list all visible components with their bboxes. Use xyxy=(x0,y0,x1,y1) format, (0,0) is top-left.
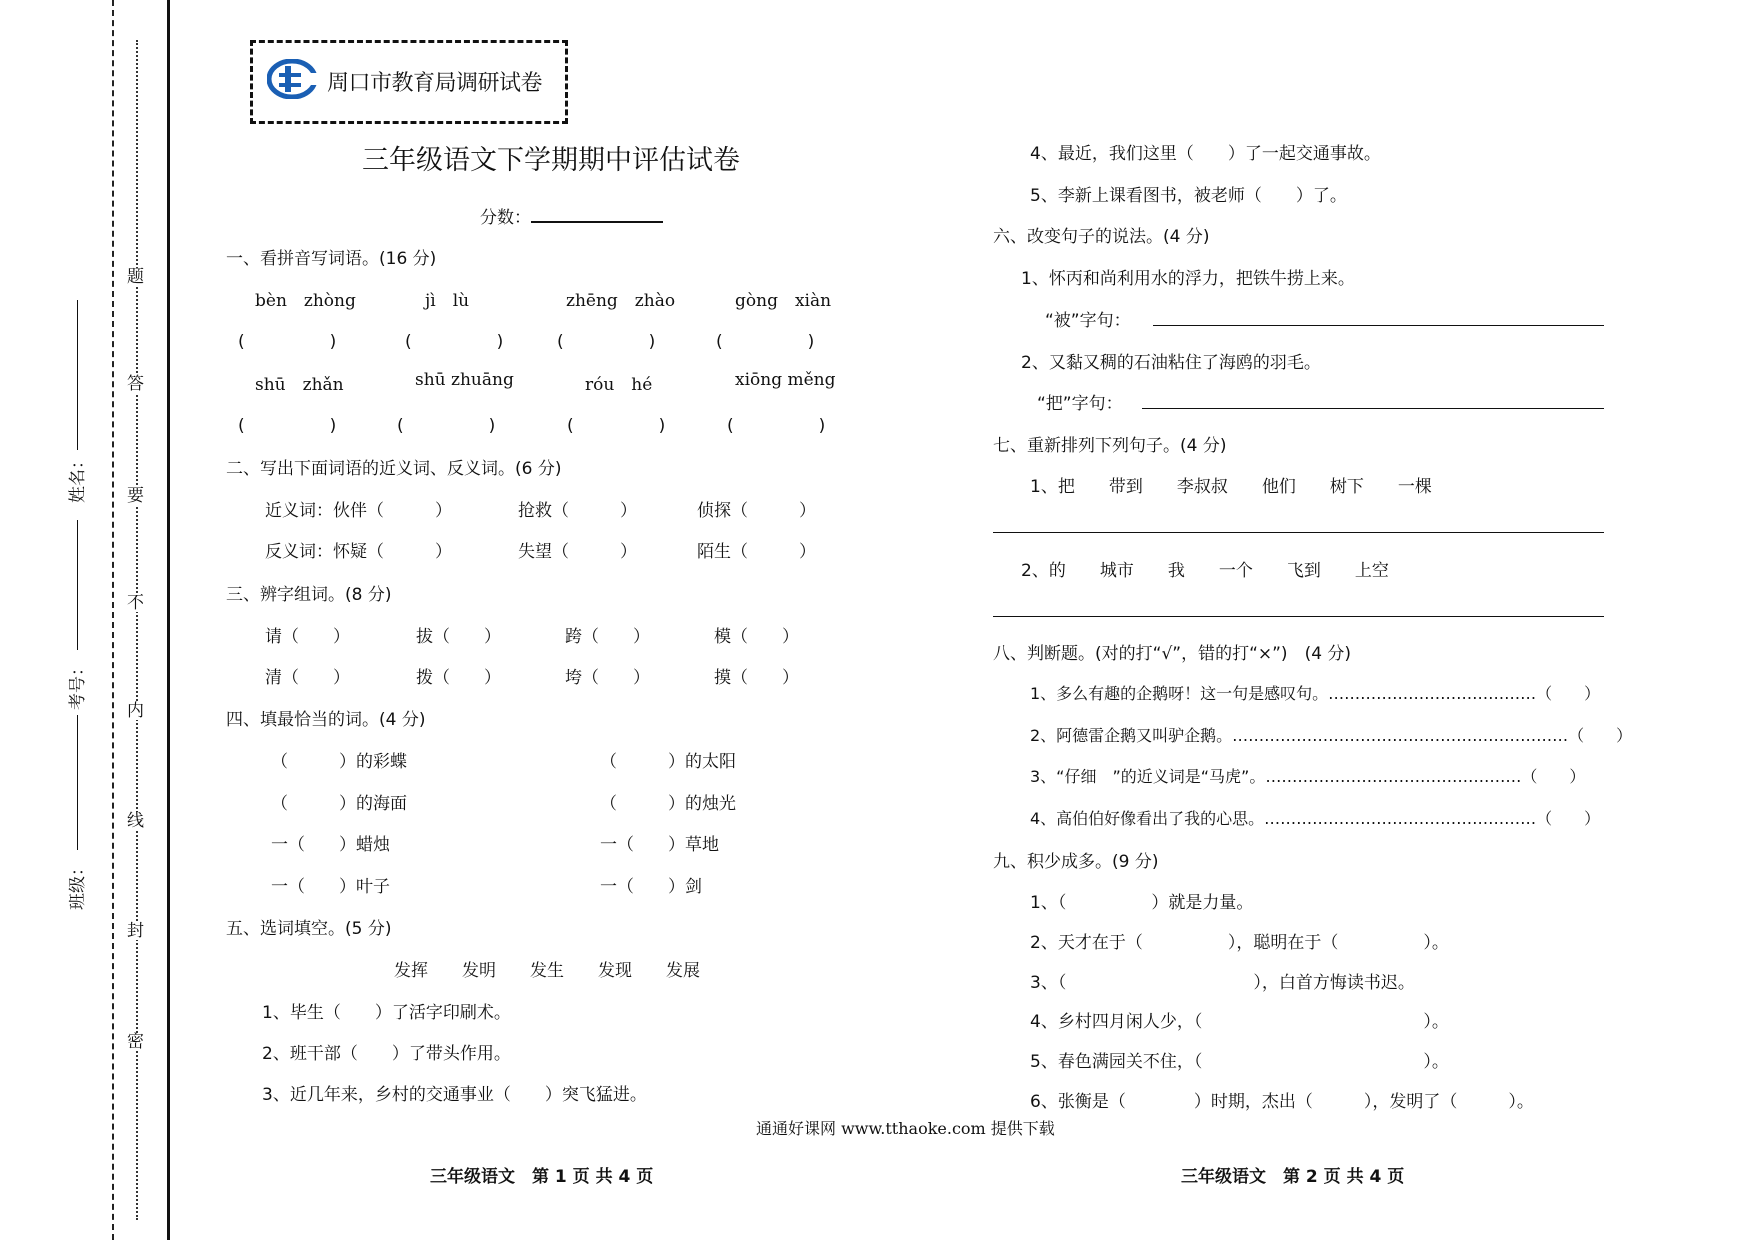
char-item: 模（ ） xyxy=(714,627,799,647)
phrase-item: （ ）的太阳 xyxy=(600,752,736,772)
score-label: 分数： xyxy=(480,208,531,228)
fill-item: 3、近几年来，乡村的交通事业（ ）突飞猛进。 xyxy=(262,1085,647,1105)
synonym-item: 侦探（ ） xyxy=(697,501,816,521)
number-underline xyxy=(77,520,78,650)
section-1-heading: 一、看拼音写词语。(16 分) xyxy=(226,249,437,269)
fill-item: 1、毕生（ ）了活字印刷术。 xyxy=(262,1003,511,1023)
answer-paren: ( ) xyxy=(405,332,504,352)
answer-line xyxy=(993,616,1604,617)
section-8-heading: 八、判断题。(对的打“√”，错的打“×”) (4 分) xyxy=(993,644,1352,664)
rewrite-question: 1、怀丙和尚利用水的浮力，把铁牛捞上来。 xyxy=(1021,269,1355,289)
char-item: 拔（ ） xyxy=(416,627,501,647)
seal-char: 要 xyxy=(127,486,144,506)
phrase-item: 一（ ）蜡烛 xyxy=(271,835,390,855)
char-item: 垮（ ） xyxy=(565,668,650,688)
judge-item: 3、“仔细 ”的近义词是“马虎”。…………………………………………（ ） xyxy=(1030,767,1586,786)
reorder-question: 2、的 城市 我 一个 飞到 上空 xyxy=(1021,561,1389,581)
char-item: 摸（ ） xyxy=(714,668,799,688)
page-footer-1: 三年级语文 第 1 页 共 4 页 xyxy=(430,1167,654,1187)
answer-paren: ( ) xyxy=(238,416,337,436)
rewrite-label: “被”字句： xyxy=(1045,311,1131,331)
answer-paren: ( ) xyxy=(727,416,826,436)
antonym-item: 失望（ ） xyxy=(518,542,637,562)
pinyin: gòng xiàn xyxy=(735,291,832,311)
seal-char: 内 xyxy=(127,701,144,721)
word-choices: 发挥 发明 发生 发现 发展 xyxy=(394,961,700,981)
name-underline xyxy=(77,300,78,450)
phrase-item: （ ）的彩蝶 xyxy=(271,752,407,772)
judge-item: 2、阿德雷企鹅又叫驴企鹅。………………………………………………………（ ） xyxy=(1030,726,1633,745)
seal-char: 答 xyxy=(127,374,144,394)
answer-paren: ( ) xyxy=(238,332,337,352)
answer-paren: ( ) xyxy=(397,416,496,436)
binding-solid-line xyxy=(167,0,170,1240)
name-label: 姓名： xyxy=(68,452,88,503)
answer-paren: ( ) xyxy=(567,416,666,436)
section-9-heading: 九、积少成多。(9 分) xyxy=(993,852,1159,872)
class-underline xyxy=(77,715,78,850)
phrase-item: （ ）的海面 xyxy=(271,794,407,814)
section-5-heading: 五、选词填空。(5 分) xyxy=(226,919,392,939)
accumulate-item: 4、乡村四月闲人少，（ ）。 xyxy=(1030,1012,1449,1032)
pinyin: xiōng měng xyxy=(735,370,836,390)
score-blank xyxy=(531,203,663,223)
fill-item: 5、李新上课看图书，被老师（ ）了。 xyxy=(1030,186,1347,206)
section-7-heading: 七、重新排列下列句子。(4 分) xyxy=(993,436,1227,456)
logo-text: 周口市教育局调研试卷 xyxy=(327,71,543,96)
logo-box xyxy=(250,40,568,124)
seal-char: 线 xyxy=(127,811,144,831)
judge-item: 4、高伯伯好像看出了我的心思。……………………………………………（ ） xyxy=(1030,809,1601,828)
pinyin: zhēng zhào xyxy=(566,291,676,311)
accumulate-item: 1、（ ）就是力量。 xyxy=(1030,893,1254,913)
synonym-item: 近义词：伙伴（ ） xyxy=(265,501,452,521)
accumulate-item: 2、天才在于（ ），聪明在于（ ）。 xyxy=(1030,933,1449,953)
education-logo-icon xyxy=(267,59,317,104)
pinyin: bèn zhòng xyxy=(255,291,356,311)
judge-item: 1、多么有趣的企鹅呀！这一句是感叹句。…………………………………（ ） xyxy=(1030,684,1601,703)
fill-item: 2、班干部（ ）了带头作用。 xyxy=(262,1044,511,1064)
section-4-heading: 四、填最恰当的词。(4 分) xyxy=(226,710,426,730)
binding-dashed-line xyxy=(112,0,114,1240)
rewrite-label: “把”字句： xyxy=(1037,394,1123,414)
char-item: 跨（ ） xyxy=(565,627,650,647)
char-item: 拨（ ） xyxy=(416,668,501,688)
source-line: 通通好课网 www.tthaoke.com 提供下载 xyxy=(756,1119,1055,1138)
pinyin: róu hé xyxy=(585,375,653,395)
phrase-item: 一（ ）草地 xyxy=(600,835,719,855)
char-item: 清（ ） xyxy=(265,668,350,688)
answer-line xyxy=(1142,408,1604,409)
section-6-heading: 六、改变句子的说法。(4 分) xyxy=(993,227,1210,247)
seal-char: 题 xyxy=(127,267,144,287)
accumulate-item: 6、张衡是（ ）时期，杰出（ ），发明了（ ）。 xyxy=(1030,1092,1534,1112)
class-label: 班级： xyxy=(68,859,88,910)
seal-char: 密 xyxy=(127,1032,144,1052)
rewrite-question: 2、又黏又稠的石油粘住了海鸥的羽毛。 xyxy=(1021,353,1321,373)
section-2-heading: 二、写出下面词语的近义词、反义词。(6 分) xyxy=(226,459,562,479)
answer-paren: ( ) xyxy=(716,332,815,352)
antonym-item: 反义词：怀疑（ ） xyxy=(265,542,452,562)
accumulate-item: 5、春色满园关不住，（ ）。 xyxy=(1030,1052,1449,1072)
score-line xyxy=(480,203,663,228)
reorder-question: 1、把 带到 李叔叔 他们 树下 一棵 xyxy=(1030,477,1432,497)
answer-paren: ( ) xyxy=(557,332,656,352)
phrase-item: （ ）的烛光 xyxy=(600,794,736,814)
pinyin: jì lù xyxy=(425,291,470,311)
page-title: 三年级语文下学期期中评估试卷 xyxy=(362,145,740,176)
pinyin: shū zhuāng xyxy=(415,370,514,390)
antonym-item: 陌生（ ） xyxy=(697,542,816,562)
accumulate-item: 3、（ ），白首方悔读书迟。 xyxy=(1030,973,1415,993)
phrase-item: 一（ ）叶子 xyxy=(271,877,390,897)
seal-char: 不 xyxy=(127,593,144,613)
fill-item: 4、最近，我们这里（ ）了一起交通事故。 xyxy=(1030,144,1381,164)
pinyin: shū zhǎn xyxy=(255,375,344,395)
phrase-item: 一（ ）剑 xyxy=(600,877,702,897)
answer-line xyxy=(1153,325,1604,326)
synonym-item: 抢救（ ） xyxy=(518,501,637,521)
section-3-heading: 三、辨字组词。(8 分) xyxy=(226,585,392,605)
char-item: 请（ ） xyxy=(265,627,350,647)
number-label: 考号： xyxy=(68,659,88,710)
page-footer-2: 三年级语文 第 2 页 共 4 页 xyxy=(1181,1167,1405,1187)
answer-line xyxy=(993,532,1604,533)
seal-char: 封 xyxy=(127,921,144,941)
